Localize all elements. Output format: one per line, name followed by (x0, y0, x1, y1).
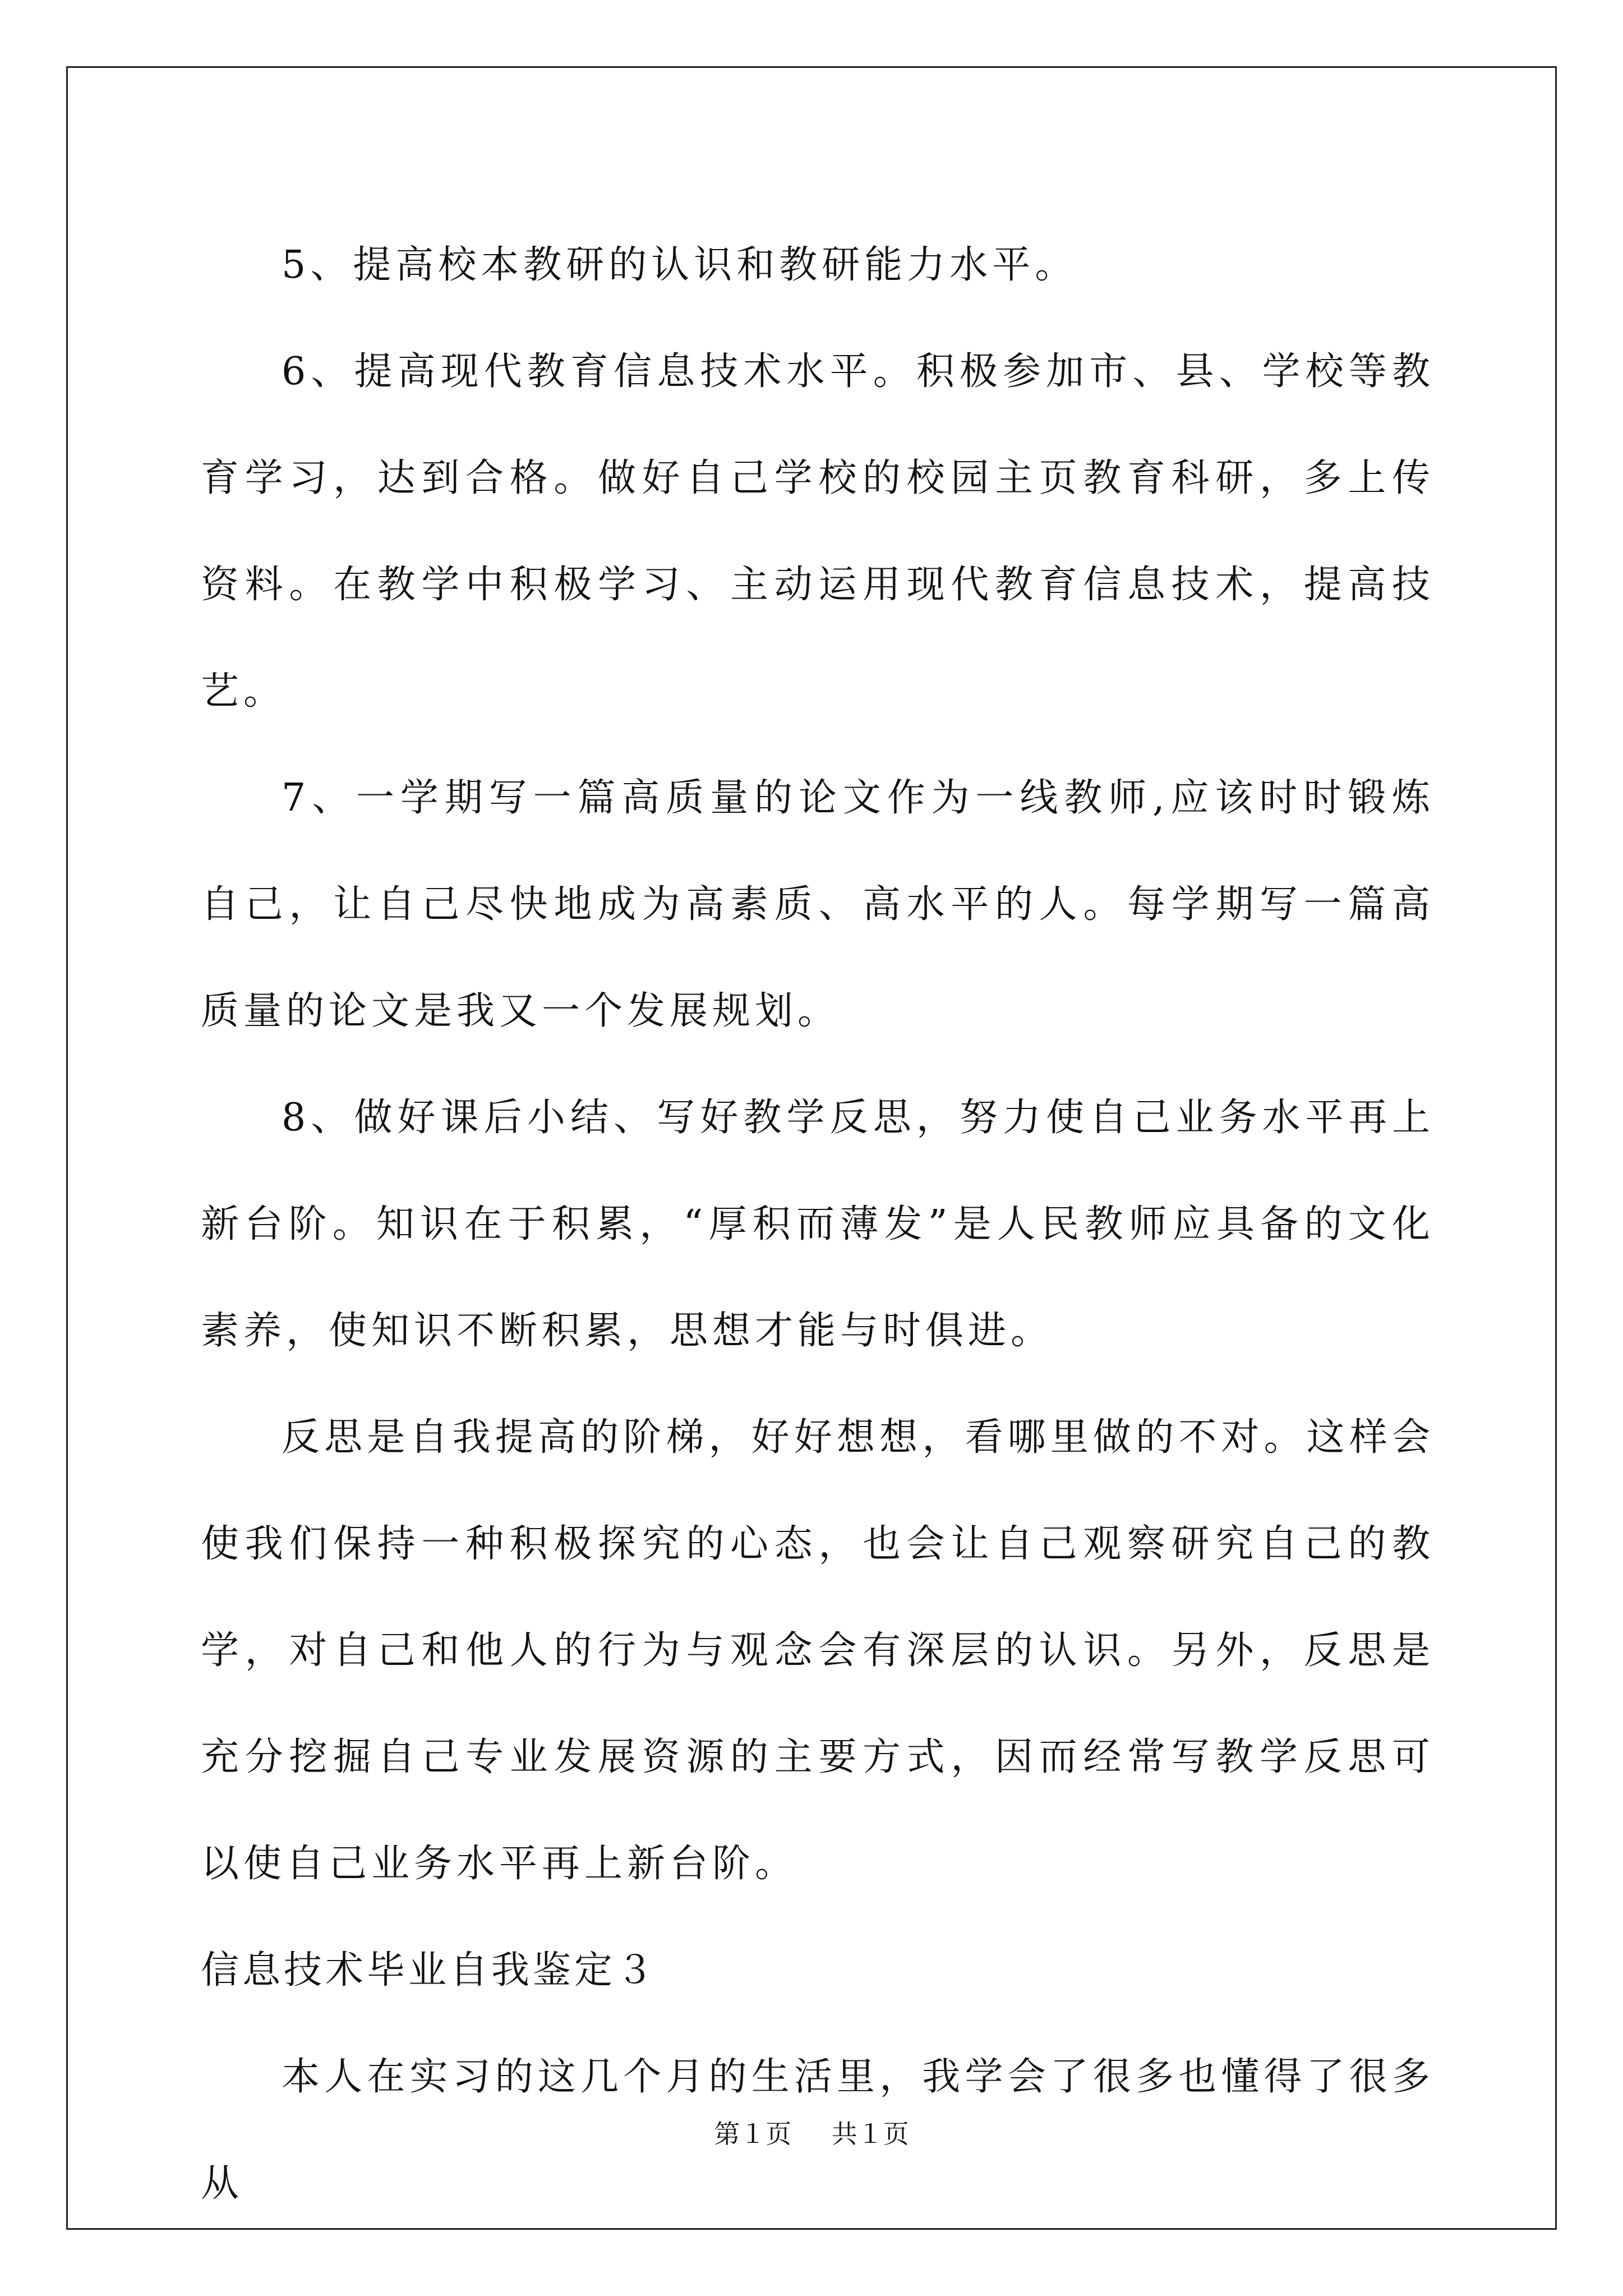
paragraph-reflection: 反思是自我提高的阶梯，好好想想，看哪里做的不对。这样会使我们保持一种积极探究的心态，也会让自己观察研究自己的教学，对自己和他人的行为与观念会有深层的认识。另外，反思是充分挖掘自己专业发展资源的主要方式，因而经常写教学反思可以使自己业务水平再上新台阶。 (201, 1415, 1435, 1886)
paragraph-item-5: 5、提高校本教研的认识和教研能力水平。 (282, 243, 1078, 287)
paragraph-item-7: 7、一学期写一篇高质量的论文作为一线教师,应该时时锻炼自己，让自己尽快地成为高素质、高水平的人。每学期写一篇高质量的论文是我又一个发展规划。 (201, 776, 1435, 1033)
paragraph-item-6: 6、提高现代教育信息技术水平。积极参加市、县、学校等教育学习，达到合格。做好自己学校的校园主页教育科研，多上传资料。在教学中积极学习、主动运用现代教育信息技术，提高技艺。 (201, 349, 1435, 714)
page-total: 共１页 (831, 2120, 909, 2148)
page-footer (0, 2114, 1623, 2151)
paragraph-intro: 本人在实习的这几个月的生活里，我学会了很多也懂得了很多从 (201, 2055, 1435, 2206)
page-number: 第１页 (714, 2120, 792, 2148)
paragraph-item-8: 8、做好课后小结、写好教学反思，努力使自己业务水平再上新台阶。知识在于积累，“厚积而薄发”是人民教师应具备的文化素养，使知识不断积累，思想才能与时俱进。 (201, 1096, 1435, 1353)
document-body (201, 212, 1435, 2237)
section-heading: 信息技术毕业自我鉴定３ (201, 1948, 658, 1993)
